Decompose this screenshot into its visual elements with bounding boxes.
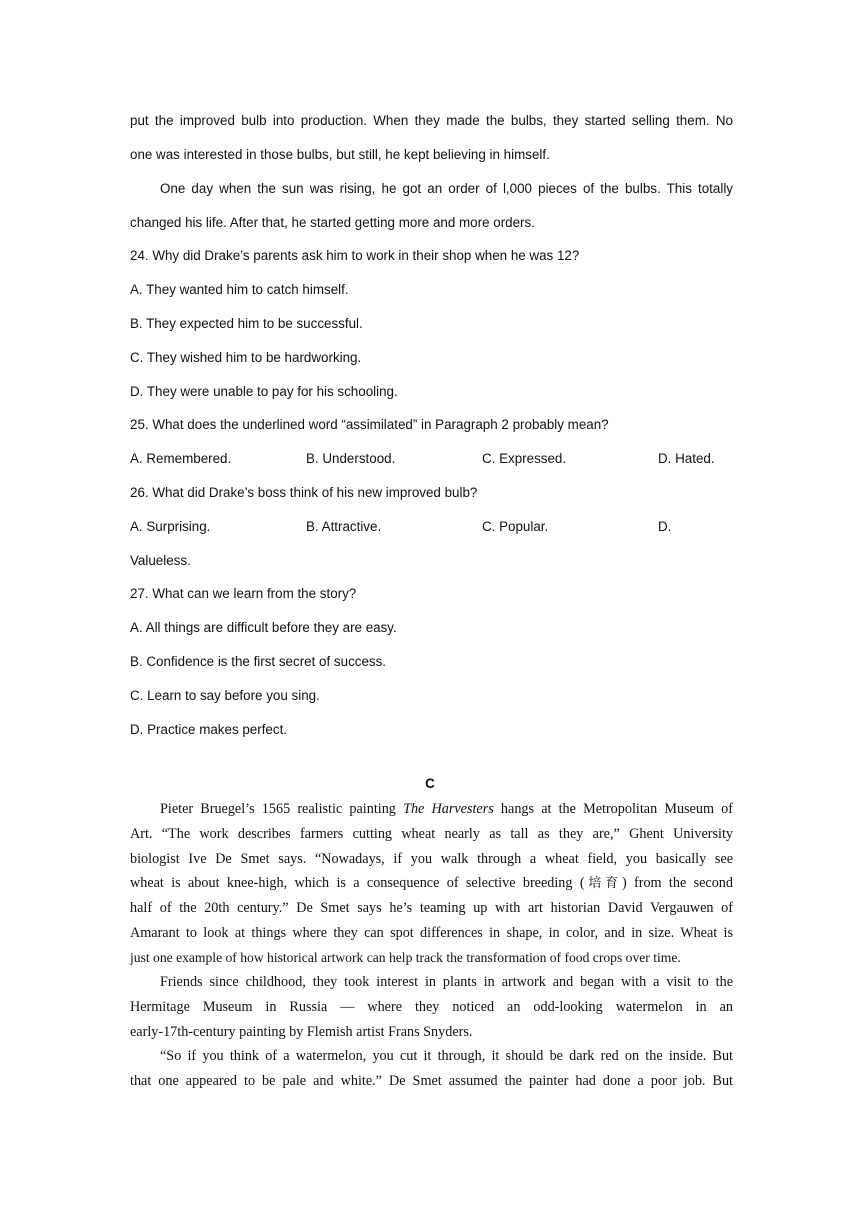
question-option: C. Expressed. [482, 451, 567, 466]
question-option: C. They wished him to be hardworking. [130, 350, 362, 365]
question-stem: 25. What does the underlined word “assimilated” in Paragraph 2 probably mean? [130, 417, 609, 432]
passage-b-line: one was interested in those bulbs, but still, he kept believing in himself. [130, 147, 550, 162]
passage-c-line: Hermitage Museum in Russia — where they noticed an odd-looking watermelon in an [130, 999, 733, 1015]
passage-c-line: that one appeared to be pale and white.” De Smet assumed the painter had done a poor job. But [130, 1073, 733, 1089]
question-stem: 24. Why did Drake’s parents ask him to work in their shop when he was 12? [130, 248, 580, 263]
question-option-wrap: Valueless. [130, 553, 191, 568]
question-option: B. They expected him to be successful. [130, 316, 363, 331]
chinese-gloss: 培育 [584, 876, 622, 891]
question-stem: 26. What did Drake’s boss think of his new improved bulb? [130, 485, 478, 500]
passage-c-line: biologist Ive De Smet says. “Nowadays, if you walk through a wheat field, you basically see [130, 851, 733, 867]
question-options-row [130, 451, 733, 471]
question-option: D. Practice makes perfect. [130, 722, 288, 737]
passage-c-line: just one example of how historical artwork can help track the transformation of food crops over time. [130, 950, 681, 965]
passage-b-line: changed his life. After that, he started getting more and more orders. [130, 215, 535, 230]
passage-c-line: early-17th-century painting by Flemish artist Frans Snyders. [130, 1024, 473, 1040]
question-option: C. Popular. [482, 519, 549, 534]
question-option: C. Learn to say before you sing. [130, 688, 320, 703]
passage-c-line: wheat is about knee-high, which is a consequence of selective breeding (培育) from the second [130, 875, 733, 891]
question-options-row [130, 519, 733, 539]
passage-c-line: Friends since childhood, they took interest in plants in artwork and began with a visit to the [160, 974, 733, 990]
question-option: A. Remembered. [130, 451, 232, 466]
passage-b-line: put the improved bulb into production. When they made the bulbs, they started selling them. No [130, 113, 733, 128]
painting-title: The Harvesters [403, 801, 494, 817]
question-option: B. Understood. [306, 451, 396, 466]
question-option: A. Surprising. [130, 519, 211, 534]
passage-c-line: Pieter Bruegel’s 1565 realistic painting The Harvesters hangs at the Metropolitan Museum of [160, 801, 733, 817]
question-option: D. [658, 519, 672, 534]
question-option: B. Confidence is the first secret of success. [130, 654, 387, 669]
passage-c-line: Art. “The work describes farmers cutting wheat nearly as tall as they are,” Ghent University [130, 826, 733, 842]
passage-c-line: Amarant to look at things where they can spot differences in shape, in color, and in size. Wheat is [130, 925, 733, 941]
question-option: A. All things are difficult before they are easy. [130, 620, 397, 635]
question-option: B. Attractive. [306, 519, 382, 534]
question-option: A. They wanted him to catch himself. [130, 282, 349, 297]
section-heading: C [425, 776, 435, 791]
passage-b-line: One day when the sun was rising, he got an order of l,000 pieces of the bulbs. This totally [160, 181, 733, 196]
passage-c-line: “So if you think of a watermelon, you cut it through, it should be dark red on the inside. But [160, 1048, 733, 1064]
question-stem: 27. What can we learn from the story? [130, 586, 357, 601]
passage-c-line: half of the 20th century.” De Smet says he’s teaming up with art historian David Vergauwen of [130, 900, 733, 916]
question-option: D. Hated. [658, 451, 715, 466]
question-option: D. They were unable to pay for his schooling. [130, 384, 398, 399]
